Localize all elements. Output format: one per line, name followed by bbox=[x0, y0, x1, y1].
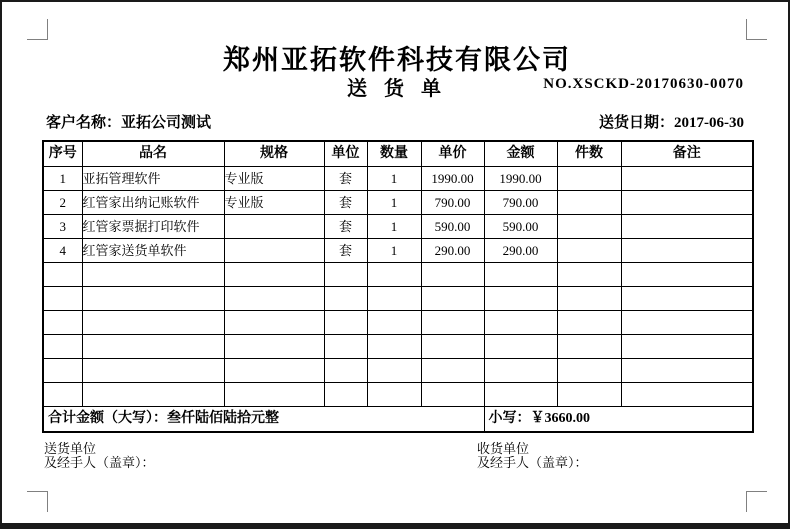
table-cell bbox=[557, 263, 621, 287]
table-cell: 套 bbox=[324, 191, 367, 215]
table-cell bbox=[324, 287, 367, 311]
table-cell bbox=[484, 335, 557, 359]
table-cell bbox=[621, 335, 753, 359]
table-cell bbox=[224, 311, 324, 335]
table-cell bbox=[367, 359, 421, 383]
table-cell bbox=[421, 263, 484, 287]
table-cell bbox=[224, 239, 324, 263]
table-cell bbox=[367, 383, 421, 407]
table-cell bbox=[224, 335, 324, 359]
table-cell: 1990.00 bbox=[421, 167, 484, 191]
col-header-remark: 备注 bbox=[621, 141, 753, 167]
table-cell: 套 bbox=[324, 239, 367, 263]
receiver-unit-label: 收货单位 bbox=[477, 441, 530, 456]
table-cell bbox=[43, 311, 82, 335]
sender-unit-label: 送货单位 bbox=[44, 441, 97, 456]
table-row bbox=[43, 191, 753, 215]
table-cell: 红管家票据打印软件 bbox=[82, 215, 224, 239]
table-cell: 专业版 bbox=[224, 167, 324, 191]
table-cell bbox=[43, 359, 82, 383]
table-cell bbox=[557, 383, 621, 407]
table-cell bbox=[557, 335, 621, 359]
table-cell bbox=[557, 167, 621, 191]
table-row bbox=[43, 383, 753, 407]
table-cell bbox=[82, 287, 224, 311]
table-cell bbox=[484, 287, 557, 311]
doc-title: 送 货 单 bbox=[347, 78, 447, 100]
table-cell bbox=[367, 263, 421, 287]
table-cell bbox=[324, 311, 367, 335]
table-row bbox=[43, 311, 753, 335]
table-cell bbox=[557, 191, 621, 215]
table-cell bbox=[557, 311, 621, 335]
table-cell: 3 bbox=[43, 215, 82, 239]
table-cell bbox=[484, 311, 557, 335]
table-cell: 1 bbox=[367, 167, 421, 191]
table-cell: 1 bbox=[367, 191, 421, 215]
table-cell bbox=[82, 359, 224, 383]
date-value: 2017-06-30 bbox=[674, 115, 744, 131]
table-cell: 790.00 bbox=[484, 191, 557, 215]
customer-name-line bbox=[46, 111, 211, 132]
table-cell bbox=[224, 359, 324, 383]
table-cell: 1 bbox=[367, 215, 421, 239]
col-header-unit: 单位 bbox=[324, 141, 367, 167]
table-row bbox=[43, 239, 753, 263]
table-cell bbox=[484, 383, 557, 407]
table-cell bbox=[484, 359, 557, 383]
total-amount-figures: 小写：￥3660.00 bbox=[484, 407, 753, 433]
table-cell: 红管家送货单软件 bbox=[82, 239, 224, 263]
col-header-product: 品名 bbox=[82, 141, 224, 167]
table-row bbox=[43, 287, 753, 311]
table-cell bbox=[557, 287, 621, 311]
table-cell bbox=[367, 311, 421, 335]
table-cell bbox=[421, 359, 484, 383]
delivery-date-line bbox=[599, 111, 744, 132]
table-cell: 1990.00 bbox=[484, 167, 557, 191]
table-cell bbox=[421, 311, 484, 335]
table-cell: 590.00 bbox=[484, 215, 557, 239]
table-cell bbox=[224, 287, 324, 311]
doc-number: NO.XSCKD-20170630-0070 bbox=[543, 76, 744, 92]
table-cell bbox=[43, 383, 82, 407]
table-cell bbox=[82, 311, 224, 335]
table-cell bbox=[621, 287, 753, 311]
receiver-signature-block bbox=[477, 442, 588, 469]
table-cell bbox=[621, 167, 753, 191]
table-cell bbox=[324, 263, 367, 287]
table-header-row bbox=[43, 141, 753, 167]
table-cell bbox=[621, 263, 753, 287]
col-header-amount: 金额 bbox=[484, 141, 557, 167]
table-cell bbox=[43, 335, 82, 359]
table-cell bbox=[621, 239, 753, 263]
table-row bbox=[43, 263, 753, 287]
table-cell bbox=[557, 239, 621, 263]
total-amount-words: 合计金额（大写）：叁仟陆佰陆拾元整 bbox=[43, 407, 484, 433]
table-cell: 套 bbox=[324, 215, 367, 239]
col-header-pieces: 件数 bbox=[557, 141, 621, 167]
table-cell bbox=[421, 287, 484, 311]
table-cell bbox=[484, 263, 557, 287]
col-header-index: 序号 bbox=[43, 141, 82, 167]
table-cell: 亚拓管理软件 bbox=[82, 167, 224, 191]
table-cell bbox=[621, 311, 753, 335]
table-cell bbox=[82, 263, 224, 287]
table-cell: 红管家出纳记账软件 bbox=[82, 191, 224, 215]
table-cell: 590.00 bbox=[421, 215, 484, 239]
table-cell: 1 bbox=[43, 167, 82, 191]
table-row bbox=[43, 167, 753, 191]
table-cell bbox=[224, 215, 324, 239]
total-row bbox=[43, 407, 753, 433]
table-row bbox=[43, 335, 753, 359]
margin-crop-mark-top-right bbox=[746, 19, 767, 40]
company-name: 郑州亚拓软件科技有限公司 bbox=[223, 45, 571, 75]
table-row bbox=[43, 359, 753, 383]
table-cell bbox=[367, 287, 421, 311]
table-cell bbox=[324, 383, 367, 407]
col-header-price: 单价 bbox=[421, 141, 484, 167]
table-cell bbox=[43, 263, 82, 287]
table-cell: 1 bbox=[367, 239, 421, 263]
sender-signature-block bbox=[44, 442, 155, 469]
date-label: 送货日期： bbox=[598, 115, 674, 131]
table-cell: 4 bbox=[43, 239, 82, 263]
table-cell bbox=[224, 383, 324, 407]
items-table bbox=[42, 140, 754, 433]
receiver-handler-label: 及经手人（盖章）： bbox=[477, 455, 588, 470]
margin-crop-mark-bottom-left bbox=[27, 491, 48, 512]
table-cell bbox=[421, 335, 484, 359]
table-cell bbox=[421, 383, 484, 407]
table-cell bbox=[621, 191, 753, 215]
table-cell bbox=[621, 383, 753, 407]
table-cell bbox=[324, 335, 367, 359]
table-cell: 专业版 bbox=[224, 191, 324, 215]
table-cell bbox=[82, 383, 224, 407]
table-row bbox=[43, 215, 753, 239]
table-cell: 290.00 bbox=[484, 239, 557, 263]
table-cell bbox=[324, 359, 367, 383]
margin-crop-mark-bottom-right bbox=[746, 491, 767, 512]
customer-value: 亚拓公司测试 bbox=[121, 115, 212, 131]
col-header-qty: 数量 bbox=[367, 141, 421, 167]
table-cell: 290.00 bbox=[421, 239, 484, 263]
customer-label: 客户名称： bbox=[46, 115, 122, 131]
table-cell bbox=[224, 263, 324, 287]
margin-crop-mark-top-left bbox=[27, 19, 48, 40]
table-cell bbox=[557, 359, 621, 383]
table-cell bbox=[621, 359, 753, 383]
col-header-spec: 规格 bbox=[224, 141, 324, 167]
sender-handler-label: 及经手人（盖章）： bbox=[44, 455, 155, 470]
table-cell bbox=[367, 335, 421, 359]
table-cell: 2 bbox=[43, 191, 82, 215]
table-cell bbox=[43, 287, 82, 311]
table-cell bbox=[82, 335, 224, 359]
table-cell bbox=[557, 215, 621, 239]
table-cell bbox=[621, 215, 753, 239]
table-cell: 套 bbox=[324, 167, 367, 191]
table-cell: 790.00 bbox=[421, 191, 484, 215]
